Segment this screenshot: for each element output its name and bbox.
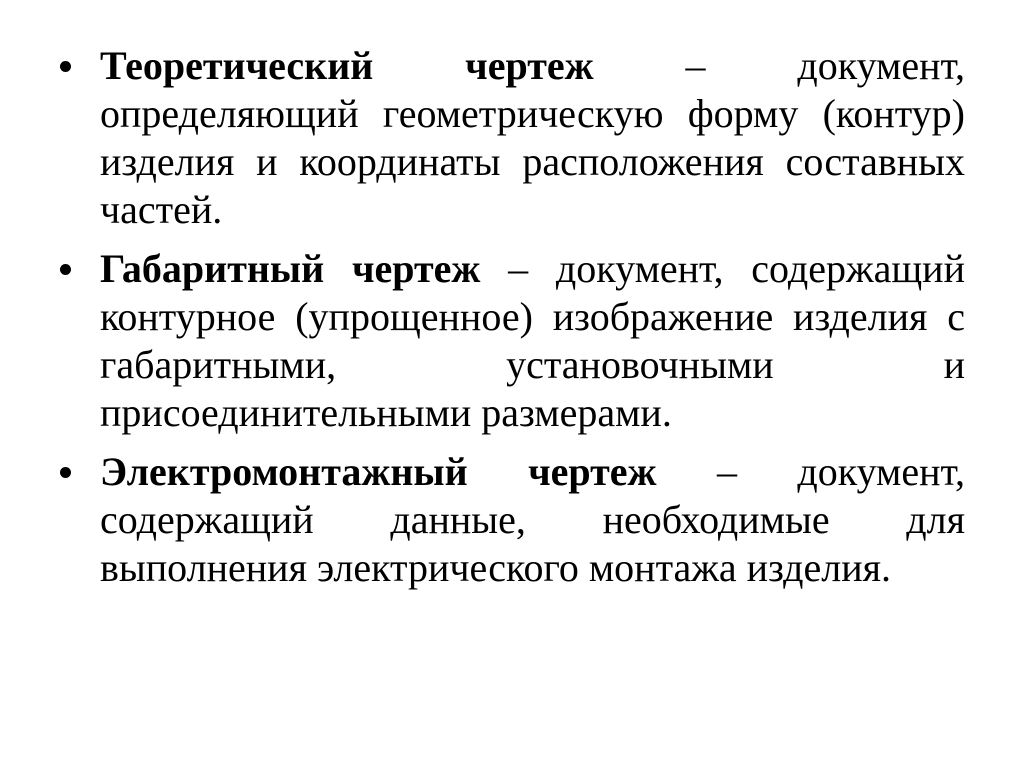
term-text: Теоретический чертеж xyxy=(100,43,594,88)
bullet-line xyxy=(100,448,965,496)
bullet-line: присоединительными размерами. xyxy=(100,390,672,435)
line-text: – документ, xyxy=(716,449,965,494)
term-text: Габаритный чертеж xyxy=(100,246,481,291)
bullet-line xyxy=(100,245,965,293)
bullet-line: частей. xyxy=(100,187,223,232)
line-text: – документ, xyxy=(685,43,965,88)
bullet-item-theoretical-drawing xyxy=(100,42,965,234)
term-text: Электромонтажный чертеж xyxy=(100,449,657,494)
bullet-line: содержащий данные, необходимые для xyxy=(100,497,965,542)
bullet-line: габаритными, установочными и xyxy=(100,342,965,387)
bullet-item-dimensional-drawing xyxy=(100,245,965,437)
bullet-line: контурное (упрощенное) изображение изделия с xyxy=(100,294,965,339)
bullet-line: определяющий геометрическую форму (контур) xyxy=(100,91,965,136)
bullet-line xyxy=(100,42,965,90)
bullet-line: выполнения электрического монтажа изделия. xyxy=(100,545,892,590)
bullet-line: изделия и координаты расположения составных xyxy=(100,139,965,184)
bullet-icon xyxy=(60,467,71,478)
line-text: – документ, содержащий xyxy=(508,246,965,291)
bullet-item-electrical-drawing xyxy=(100,448,965,592)
bullet-icon xyxy=(60,264,71,275)
bullet-icon xyxy=(60,61,71,72)
